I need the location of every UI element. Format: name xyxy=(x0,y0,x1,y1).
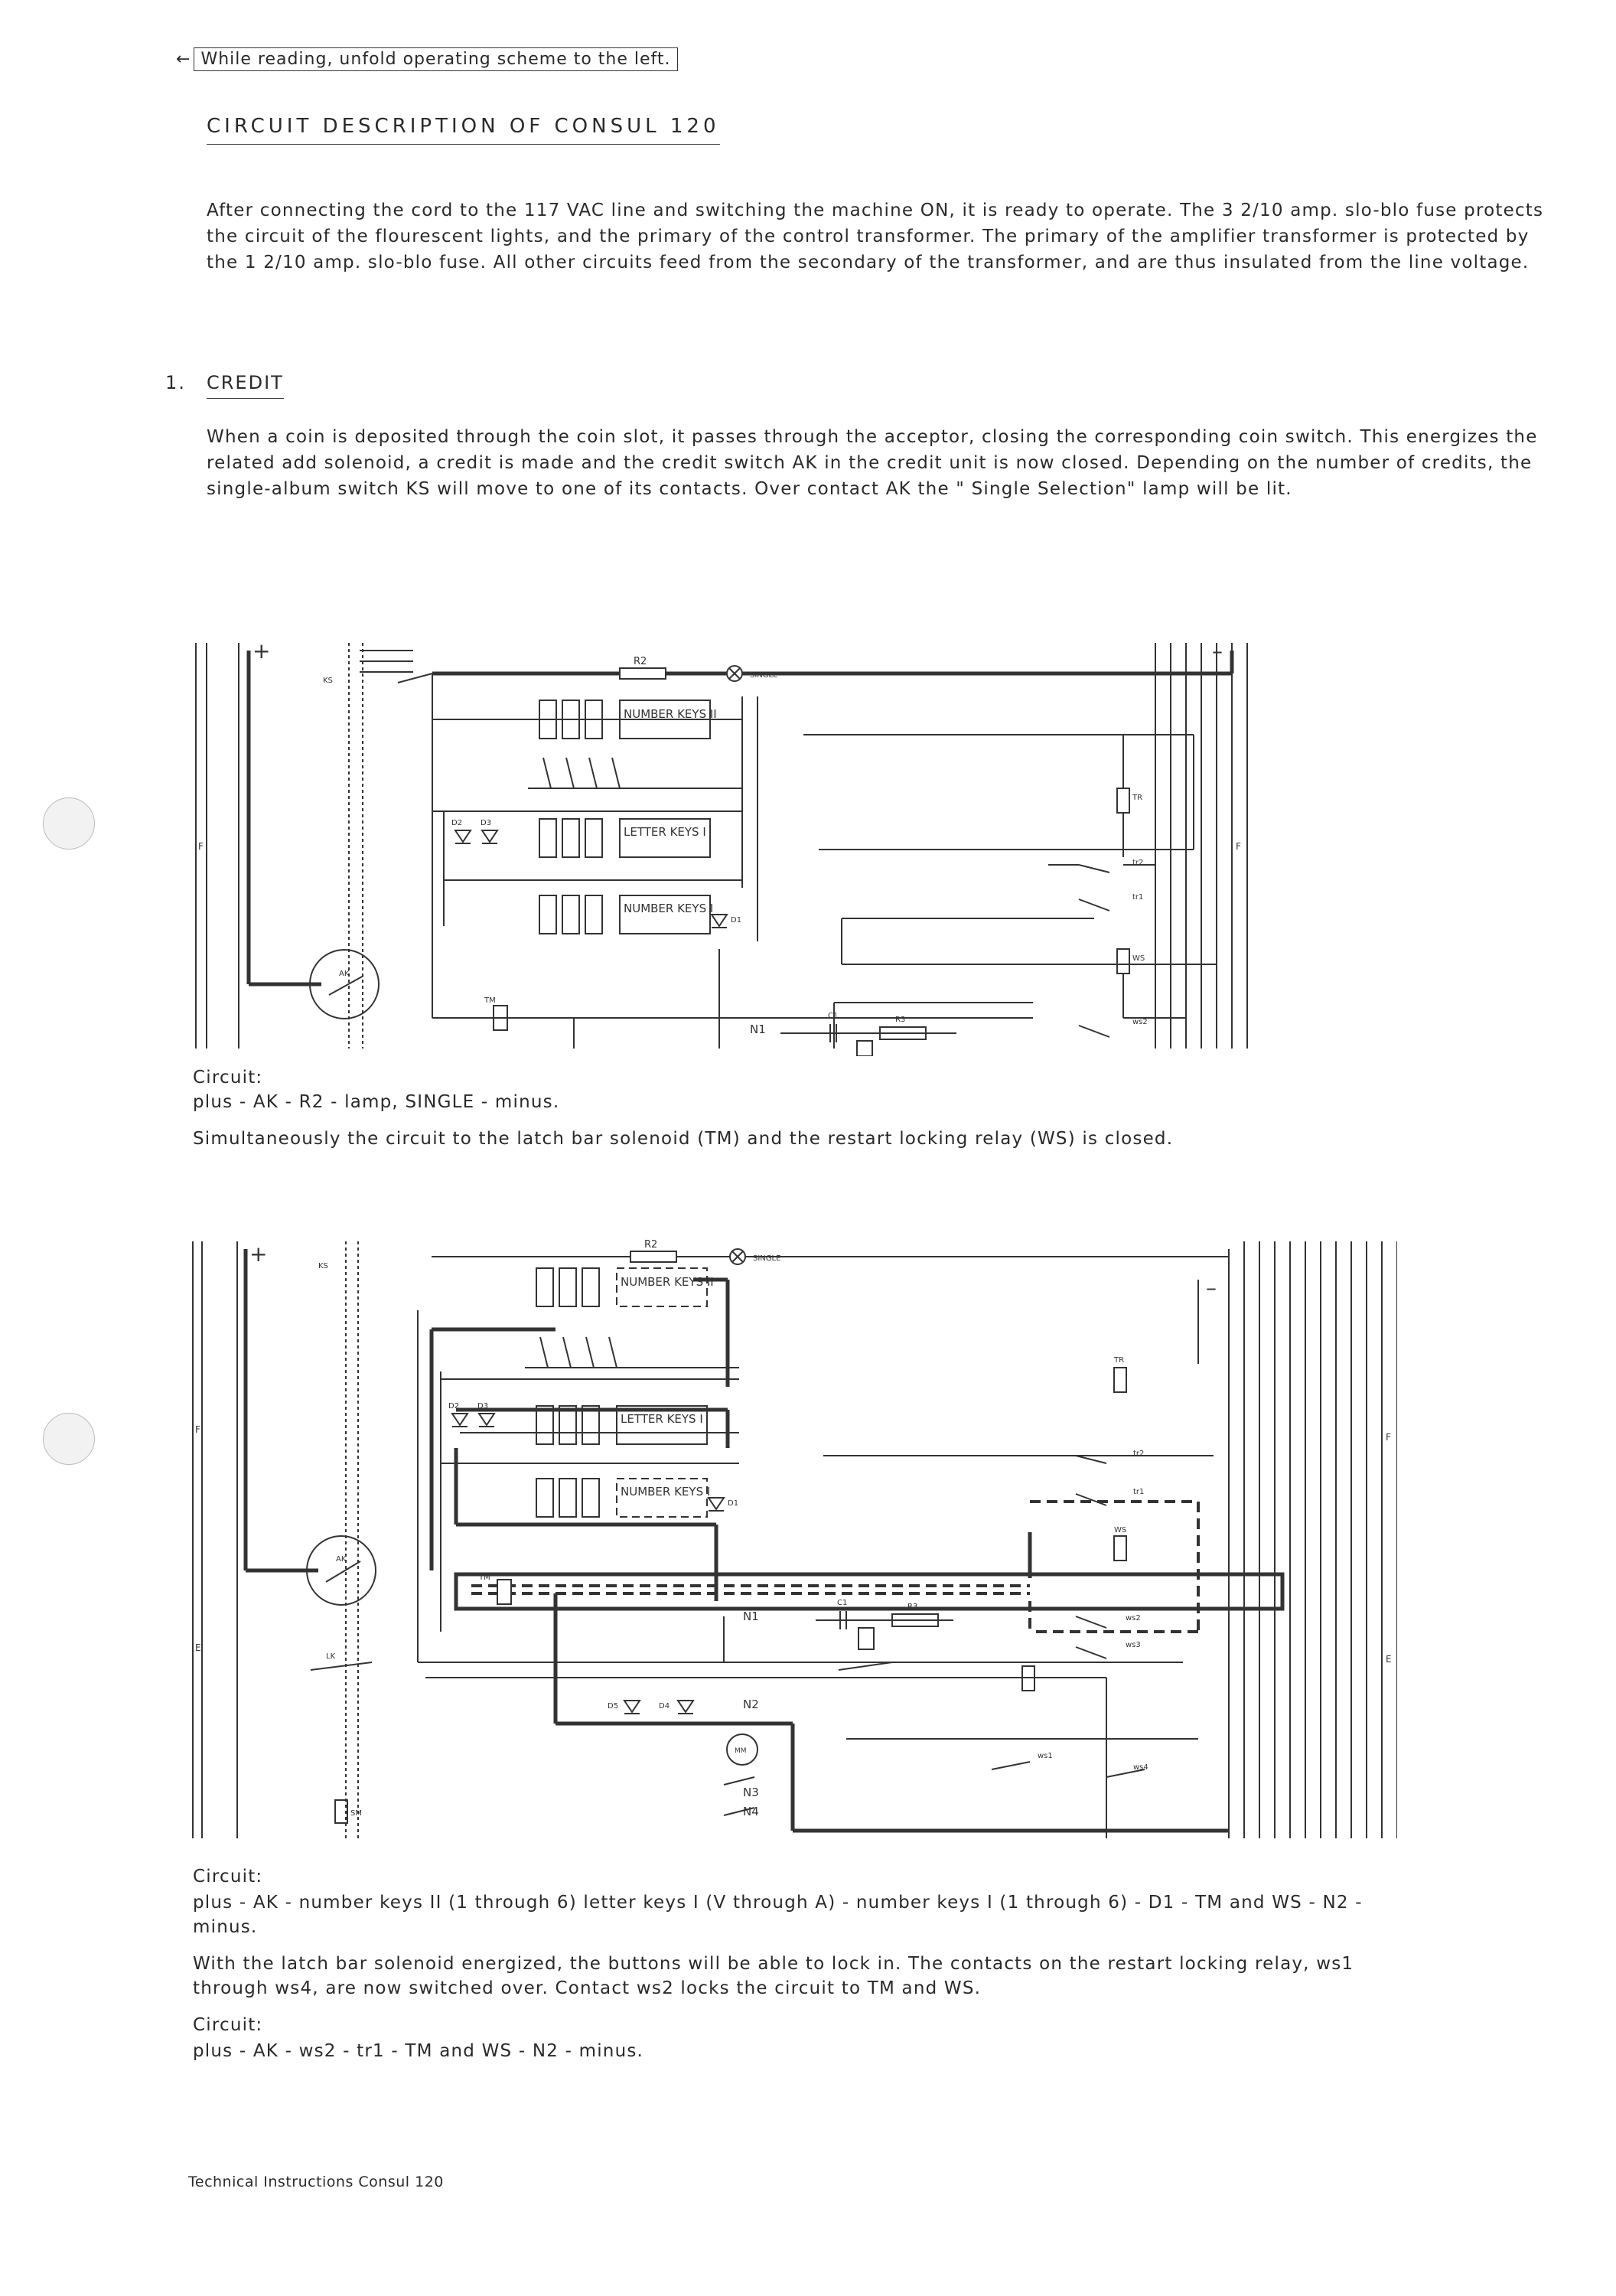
d1-letter-keys-1: LETTER KEYS I xyxy=(624,825,706,839)
d2-single-label: SINGLE xyxy=(753,1254,781,1263)
footer: Technical Instructions Consul 120 xyxy=(188,2174,444,2190)
d1-f-left: F xyxy=(198,841,204,852)
d2-e-left: E xyxy=(195,1642,201,1653)
d2-ak-label: AK xyxy=(336,1555,347,1564)
d1-ks-label: KS xyxy=(323,677,333,685)
d2-mm-label: MM xyxy=(735,1747,747,1755)
binder-hole-bottom xyxy=(43,1413,95,1465)
caption1-note: Simultaneously the circuit to the latch bar solenoid (TM) and the restart locking relay (WS) is closed. xyxy=(193,1129,1174,1149)
d2-number-keys-1: NUMBER KEYS I xyxy=(621,1485,711,1499)
d2-d5-label: D5 xyxy=(608,1702,619,1711)
d1-tm-label: TM xyxy=(484,996,496,1005)
d2-d2-label: D2 xyxy=(448,1402,460,1411)
d1-single-label: SINGLE xyxy=(750,671,778,680)
d1-number-keys-2: NUMBER KEYS II xyxy=(624,707,717,721)
d2-letter-keys-1: LETTER KEYS I xyxy=(621,1412,703,1426)
d2-tm-label: TM xyxy=(479,1574,490,1582)
circuit-diagram-2 xyxy=(188,1234,1397,1843)
d1-d3-label: D3 xyxy=(481,819,492,827)
binder-hole-top xyxy=(43,797,95,850)
d1-f-right: F xyxy=(1236,841,1241,852)
d1-ak-label: AK xyxy=(339,970,350,978)
caption1-line: plus - AK - R2 - lamp, SINGLE - minus. xyxy=(193,1092,560,1112)
unfold-note-text: While reading, unfold operating scheme to the left. xyxy=(194,47,677,71)
d1-d1-label: D1 xyxy=(731,916,742,925)
d1-ws2-label: ws2 xyxy=(1132,1018,1148,1026)
d2-d1-label: D1 xyxy=(728,1499,739,1508)
unfold-note xyxy=(176,47,678,71)
intro-paragraph: After connecting the cord to the 117 VAC line and switching the machine ON, it is ready to operate. The 3 2/10 amp. slo-blo fuse protects the circuit of the flourescent lights, and the primary of the control transformer. The primary of the amplifier transformer is protected by the 1 2/10 amp. slo-blo fuse. All other circuits feed from the secondary of the transformer, and are thus insulated from the line voltage. xyxy=(207,201,1544,272)
d2-sm-label: SM xyxy=(350,1809,362,1818)
d1-r2-label: R2 xyxy=(634,656,647,667)
d2-n4-label: N4 xyxy=(743,1805,759,1818)
d2-ws2-label: ws2 xyxy=(1126,1614,1141,1623)
d1-tr2-label: tr2 xyxy=(1132,859,1144,867)
d2-ws1-label: ws1 xyxy=(1038,1752,1053,1760)
caption2-label2: Circuit: xyxy=(193,2015,263,2035)
d2-c1-label: C1 xyxy=(837,1599,848,1607)
arrow-left-icon: ← xyxy=(176,50,191,69)
d2-f-right: F xyxy=(1386,1432,1391,1443)
d2-e-right: E xyxy=(1386,1654,1392,1665)
d2-n3-label: N3 xyxy=(743,1786,759,1799)
d2-ws4-label: ws4 xyxy=(1133,1763,1148,1772)
d1-tr1-label: tr1 xyxy=(1132,893,1144,902)
credit-paragraph: When a coin is deposited through the coin slot, it passes through the acceptor, closing the corresponding coin switch. This energizes the related add solenoid, a credit is made and the credit switch AK in the credit unit is now closed. Depending on the number of credits, the single-album switch KS will move to one of its contacts. Over contact AK the " Single Selection" lamp will be lit. xyxy=(207,427,1538,499)
d1-d2-label: D2 xyxy=(451,819,463,827)
d2-d4-label: D4 xyxy=(659,1702,670,1711)
caption2-line2: plus - AK - ws2 - tr1 - TM and WS - N2 - minus. xyxy=(193,2041,644,2061)
d1-number-keys-1: NUMBER KEYS I xyxy=(624,902,714,915)
d2-n2-label: N2 xyxy=(743,1698,759,1711)
page-title: CIRCUIT DESCRIPTION OF CONSUL 120 xyxy=(207,115,720,145)
d2-f-left: F xyxy=(195,1424,200,1435)
d2-d3-label: D3 xyxy=(477,1402,489,1411)
caption1-label: Circuit: xyxy=(193,1068,263,1088)
d2-r2-label: R2 xyxy=(644,1239,658,1251)
d2-ks-label: KS xyxy=(318,1262,328,1270)
caption2-line: plus - AK - number keys II (1 through 6) letter keys I (V through A) - number keys I (1 through 6) - D1 - TM and WS - N2 - minus. xyxy=(193,1893,1363,1937)
caption2-label: Circuit: xyxy=(193,1867,263,1887)
d1-r3-label: R3 xyxy=(895,1016,906,1024)
d2-tr2-label: tr2 xyxy=(1133,1450,1145,1458)
section-title: CREDIT xyxy=(207,372,284,399)
d2-tr1-label: tr1 xyxy=(1133,1488,1145,1496)
d1-c1-label: C1 xyxy=(828,1012,839,1020)
d2-r3-label: R3 xyxy=(907,1603,918,1611)
d2-number-keys-2: NUMBER KEYS II xyxy=(621,1275,714,1289)
d1-n1-label: N1 xyxy=(750,1022,766,1036)
d1-plus-label: + xyxy=(252,638,271,664)
d2-minus-label: – xyxy=(1206,1275,1217,1300)
d2-lk-label: LK xyxy=(326,1652,336,1661)
d2-plus-label: + xyxy=(249,1241,268,1267)
d1-tr-label: TR xyxy=(1132,794,1143,802)
d2-ws-label: WS xyxy=(1114,1526,1127,1534)
caption2-paragraph: With the latch bar solenoid energized, the buttons will be able to lock in. The contacts on the restart locking relay, ws1 through ws4, are now switched over. Contact ws2 locks the circuit to TM and WS. xyxy=(193,1954,1354,1998)
d2-ws3-label: ws3 xyxy=(1126,1641,1141,1649)
section-number: 1. xyxy=(165,372,186,393)
circuit-diagram-1 xyxy=(191,635,1262,1056)
d2-tr-label: TR xyxy=(1114,1356,1125,1365)
d1-minus-label: – xyxy=(1212,638,1223,664)
d1-ws-label: WS xyxy=(1132,954,1145,963)
d2-n1-label: N1 xyxy=(743,1609,759,1623)
